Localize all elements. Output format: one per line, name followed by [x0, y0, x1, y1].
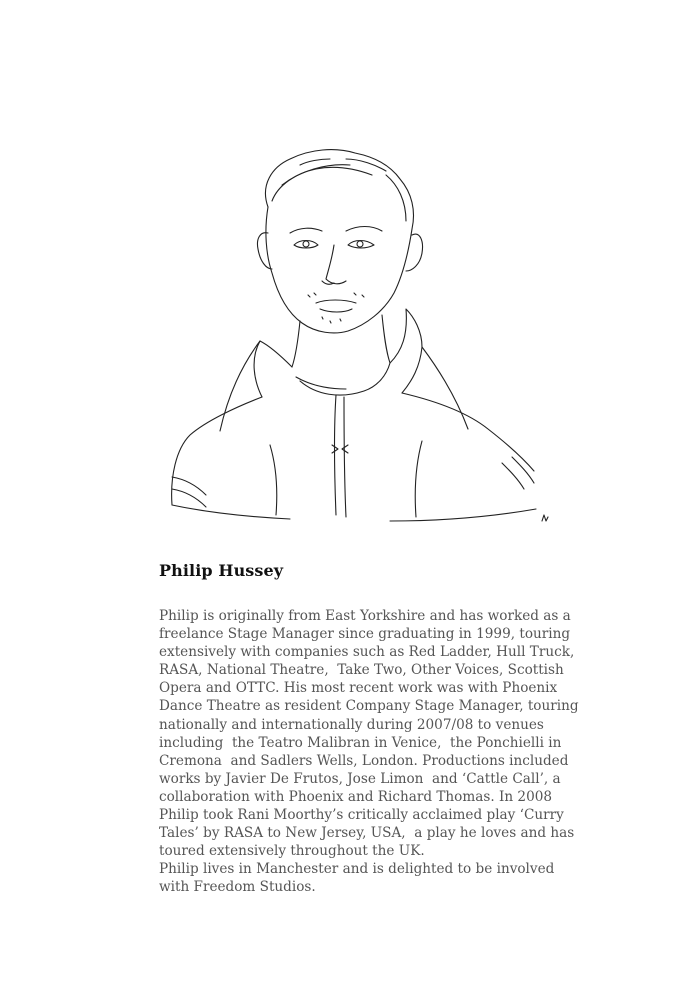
bio-line: freelance Stage Manager since graduating in 1999, touring: [159, 626, 571, 643]
bio-line: toured extensively throughout the UK.: [159, 843, 425, 860]
bio-line: nationally and internationally during 2007/08 to venues: [159, 716, 544, 733]
portrait-sketch-icon: [150, 145, 570, 535]
bio-line: Philip took Rani Moorthy’s critically acclaimed play ‘Curry: [159, 807, 564, 824]
bio-line: RASA, National Theatre, Take Two, Other Voices, Scottish: [159, 662, 564, 679]
biography-text: [159, 607, 579, 897]
bio-line: works by Javier De Frutos, Jose Limon and ‘Cattle Call’, a: [159, 770, 561, 787]
bio-line: Philip lives in Manchester and is delighted to be involved: [159, 861, 555, 878]
bio-line: collaboration with Phoenix and Richard Thomas. In 2008: [159, 788, 553, 805]
bio-line: Cremona and Sadlers Wells, London. Productions included: [159, 752, 569, 769]
portrait-sketch: [150, 145, 570, 535]
bio-line: including the Teatro Malibran in Venice, the Ponchielli in: [159, 734, 562, 751]
person-name: Philip Hussey: [159, 561, 284, 580]
bio-line: extensively with companies such as Red Ladder, Hull Truck,: [159, 644, 575, 661]
bio-line: Opera and OTTC. His most recent work was with Phoenix: [159, 680, 558, 697]
bio-line: Dance Theatre as resident Company Stage Manager, touring: [159, 698, 579, 715]
bio-line: with Freedom Studios.: [159, 879, 316, 896]
bio-line: Tales’ by RASA to New Jersey, USA, a play he loves and has: [159, 825, 575, 842]
bio-line: Philip is originally from East Yorkshire and has worked as a: [159, 608, 571, 624]
